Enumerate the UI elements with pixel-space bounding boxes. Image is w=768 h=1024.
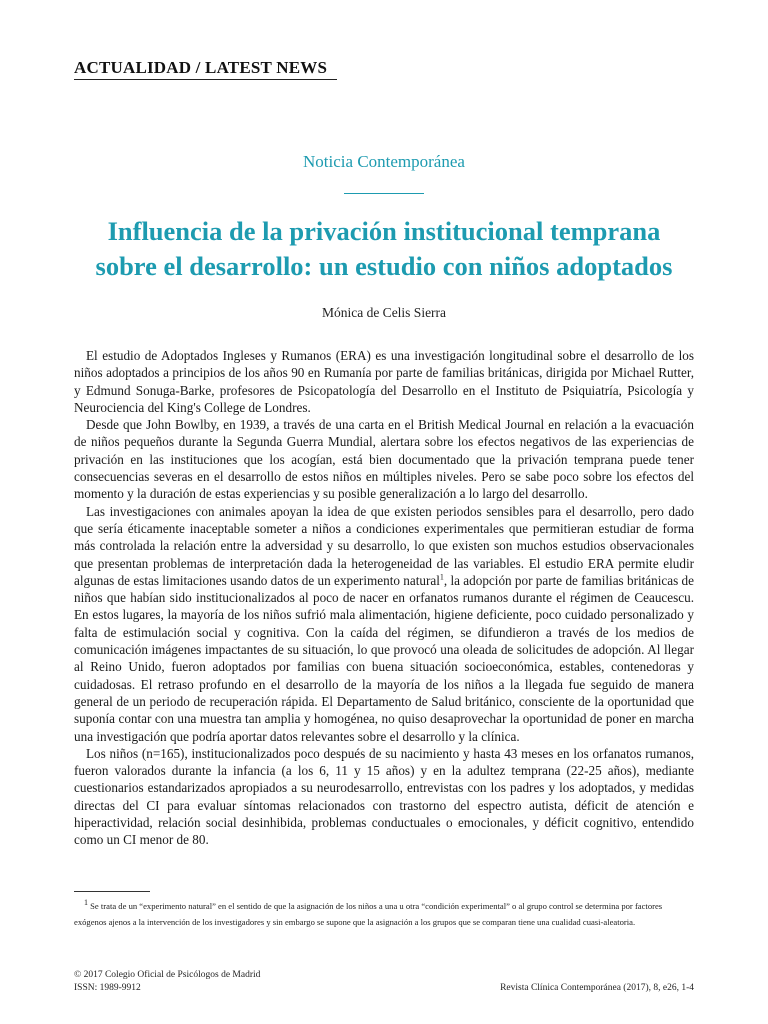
paragraph-3 bbox=[74, 503, 694, 745]
footer-issn: ISSN: 1989-9912 bbox=[74, 983, 141, 993]
paragraph-2: Desde que John Bowlby, en 1939, a través de una carta en el British Medical Journal en relación a la evacuación de niños pequeños durante la Segunda Guerra Mundial, alertara sobre los efectos negativos de las experiencias de privación en las instituciones que los acogían, está bien documentado que la privación temprana puede tener consecuencias severas en el desarrollo de estos niños en múltiples niveles. Pero se sabe poco sobre los efectos del momento y la duración de estas experiencias y su posible generalización a lo largo del desarrollo. bbox=[74, 417, 694, 502]
footer-left bbox=[74, 969, 260, 995]
article-title bbox=[60, 214, 708, 284]
footnote-rule bbox=[74, 891, 150, 892]
article-kicker: Noticia Contemporánea bbox=[303, 152, 465, 171]
paragraph-3-part-1: Las investigaciones con animales apoyan la idea de que existen periodos sensibles para el desarrollo, pero dado que sería éticamente inaceptable someter a niños a condiciones experimentales que permitieran estudiar de forma más controlada la relación entre la adversidad y su desarrollo, lo que existen son muchos estudios observacionales que presentan problemas de interpretación dada la heterogeneidad de las variables. El estudio ERA permite eludir algunas de estas limitaciones usando datos de un experimento natural bbox=[74, 503, 694, 588]
footer-citation: Revista Clínica Contemporánea (2017), 8, e26, 1-4 bbox=[500, 983, 694, 993]
article-body bbox=[74, 347, 694, 849]
article-title-line-2: sobre el desarrollo: un estudio con niños adoptados bbox=[95, 251, 673, 281]
footer-copyright: © 2017 Colegio Oficial de Psicólogos de Madrid bbox=[74, 970, 261, 980]
kicker-rule bbox=[344, 193, 424, 194]
footnote-text: Se trata de un “experimento natural” en el sentido de que la asignación de los niños a una u otra “condición experimental” o al grupo control se determina por factores exógenos ajenos a la intervención de los investigadores y sin embargo se supone que la asignación a los grupos que se comparan tiene una cualidad cuasi-aleatoria. bbox=[74, 901, 663, 927]
footnote-reference[interactable]: 1 bbox=[439, 572, 444, 582]
paragraph-1: El estudio de Adoptados Ingleses y Rumanos (ERA) es una investigación longitudinal sobre el desarrollo de los niños adoptados a principios de los años 90 en Rumanía por parte de familias británicas, dirigida por Michael Rutter, y Edmund Sonuga-Barke, profesores de Psicopatología del Desarrollo en el Instituto de Psiquiatría, Psicología y Neurociencia del King's College de Londres. bbox=[74, 348, 694, 415]
article-title-line-1: Influencia de la privación institucional temprana bbox=[107, 216, 661, 246]
footnote bbox=[74, 899, 694, 930]
article-author: Mónica de Celis Sierra bbox=[321, 305, 447, 320]
section-header: ACTUALIDAD / LATEST NEWS bbox=[74, 58, 328, 77]
paragraph-3-part-2: , la adopción por parte de familias británicas de niños que habían sido institucionalizados al poco de nacer en orfanatos rumanos durante el régimen de Ceaucescu. En estos lugares, la mayoría de los niños sufrió mala alimentación, higiene deficiente, poco cuidado personalizado y falta de estimulación social y cognitiva. Con la caída del régimen, se difundieron a través de los medios de comunicación imágenes impactantes de su situación, lo que provocó una oleada de solicitudes de adopción. Al llegar al Reino Unido, fueron adoptados por familias con buena situación socioeconómica, estables, contenedoras y cuidadosas. El retraso profundo en el desarrollo de la mayoría de los niños a la llegada fue seguido de manera general de un periodo de recuperación rápida. El Departamento de Salud británico, consciente de la oportunidad que suponía contar con una muestra tan amplia y homogénea, no quiso desaprovechar la oportunidad de poner en marcha una investigación que podría aportar datos relevantes sobre el desarrollo y la clínica. bbox=[74, 572, 694, 744]
footnote-number: 1 bbox=[84, 898, 88, 908]
section-header-rule bbox=[74, 79, 337, 80]
paragraph-4: Los niños (n=165), institucionalizados poco después de su nacimiento y hasta 43 meses en los orfanatos rumanos, fueron valorados durante la infancia (a los 6, 11 y 15 años) y en la adultez temprana (22-25 años), mediante cuestionarios estandarizados apropiados a su neurodesarrollo, entrevistas con los padres y los adoptados, y medidas directas del CI para evaluar síntomas relacionados con trastorno del espectro autista, déficit de atención e hiperactividad, relación social desinhibida, problemas conductuales o emocionales, y déficit cognitivo, entendido como un CI menor de 80. bbox=[74, 745, 694, 848]
